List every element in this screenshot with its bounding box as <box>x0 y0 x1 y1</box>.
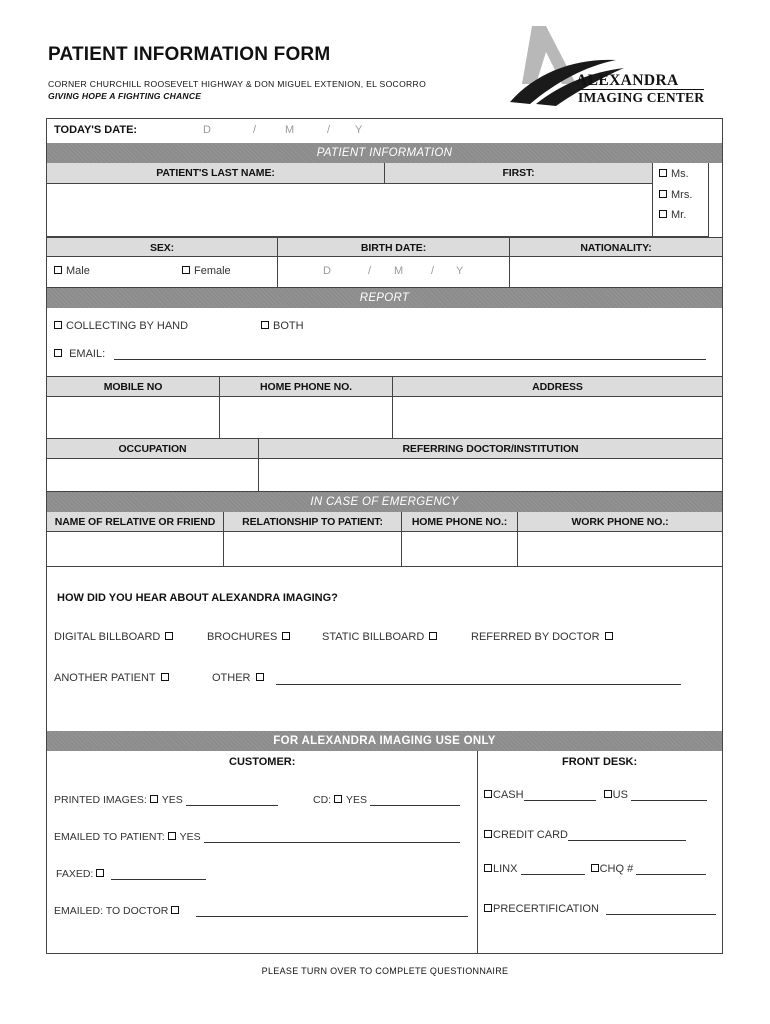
checkbox-icon[interactable] <box>54 349 62 357</box>
date-month-placeholder: M <box>285 124 295 136</box>
checkbox-icon <box>182 266 190 274</box>
digital-billboard-option[interactable]: DIGITAL BILLBOARD <box>54 631 173 643</box>
credit-card-row: CREDIT CARD <box>484 829 686 841</box>
credit-card-checkbox[interactable] <box>484 830 492 838</box>
checkbox-icon <box>161 673 169 681</box>
checkbox-icon <box>605 632 613 640</box>
emailed-doctor-checkbox[interactable] <box>171 906 179 914</box>
emailed-patient-row: EMAILED TO PATIENT: YES <box>54 831 460 843</box>
birth-sep-1: / <box>368 265 372 277</box>
patient-information-band: PATIENT INFORMATION <box>47 143 722 163</box>
title-mrs[interactable]: Mrs. <box>659 189 692 201</box>
referring-header: REFERRING DOCTOR/INSTITUTION <box>259 439 722 459</box>
emergency-work-phone-header: WORK PHONE NO.: <box>518 512 722 532</box>
collecting-by-hand-option[interactable]: COLLECTING BY HAND <box>54 320 188 332</box>
credit-card-input[interactable] <box>568 830 686 841</box>
footer-note: PLEASE TURN OVER TO COMPLETE QUESTIONNAIRE <box>261 966 509 976</box>
sex-header: SEX: <box>47 237 278 257</box>
relationship-field[interactable] <box>224 532 402 567</box>
address-field[interactable] <box>393 397 722 439</box>
front-desk-label: FRONT DESK: <box>562 756 638 768</box>
faxed-input[interactable] <box>111 869 206 880</box>
logo-name: ALEXANDRA <box>576 72 679 89</box>
linx-checkbox[interactable] <box>484 864 492 872</box>
printed-images-row: PRINTED IMAGES: YES <box>54 794 278 806</box>
office-use-band: FOR ALEXANDRA IMAGING USE ONLY <box>47 731 722 751</box>
printed-images-checkbox[interactable] <box>150 795 158 803</box>
precert-input[interactable] <box>606 904 716 915</box>
precert-checkbox[interactable] <box>484 904 492 912</box>
last-name-header: PATIENT'S LAST NAME: <box>47 163 385 184</box>
checkbox-icon <box>54 266 62 274</box>
sex-male-option[interactable]: Male <box>54 265 90 277</box>
static-billboard-option[interactable]: STATIC BILLBOARD <box>322 631 437 643</box>
birth-day-placeholder: D <box>323 265 331 277</box>
title-options <box>653 163 709 237</box>
checkbox-icon <box>261 321 269 329</box>
chq-input[interactable] <box>636 864 706 875</box>
faxed-checkbox[interactable] <box>96 869 104 877</box>
chq-checkbox[interactable] <box>591 864 599 872</box>
sex-female-option[interactable]: Female <box>182 265 231 277</box>
cd-row: CD: YES <box>313 794 460 806</box>
relationship-header: RELATIONSHIP TO PATIENT: <box>224 512 402 532</box>
email-label: EMAIL: <box>69 348 106 360</box>
referring-field[interactable] <box>259 459 722 492</box>
relative-header: NAME OF RELATIVE OR FRIEND <box>47 512 224 532</box>
birth-date-field[interactable] <box>278 257 510 288</box>
date-sep-1: / <box>253 124 257 136</box>
linx-row: LINX CHQ # <box>484 863 706 875</box>
home-phone-field[interactable] <box>220 397 393 439</box>
mobile-field[interactable] <box>47 397 220 439</box>
cash-input[interactable] <box>524 790 596 801</box>
address-header: ADDRESS <box>393 377 722 397</box>
both-option[interactable]: BOTH <box>261 320 304 332</box>
mobile-header: MOBILE NO <box>47 377 220 397</box>
tagline: GIVING HOPE A FIGHTING CHANCE <box>48 91 202 101</box>
checkbox-icon <box>54 321 62 329</box>
report-band: REPORT <box>47 288 722 308</box>
nationality-field[interactable] <box>510 257 722 288</box>
form-title: PATIENT INFORMATION FORM <box>48 44 331 65</box>
home-phone-header: HOME PHONE NO. <box>220 377 393 397</box>
other-input[interactable] <box>276 674 681 685</box>
checkbox-icon <box>659 210 667 218</box>
logo-subtitle: IMAGING CENTER <box>578 90 705 105</box>
birth-date-header: BIRTH DATE: <box>278 237 510 257</box>
center-address: CORNER CHURCHILL ROOSEVELT HIGHWAY & DON MIGUEL EXTENION, EL SOCORRO <box>48 79 427 89</box>
sex-field <box>47 257 278 288</box>
other-option[interactable]: OTHER <box>212 672 264 684</box>
todays-date-label: TODAY'S DATE: <box>54 124 138 136</box>
us-checkbox[interactable] <box>604 790 612 798</box>
emergency-home-phone-header: HOME PHONE NO.: <box>402 512 518 532</box>
todays-date-field[interactable] <box>197 122 437 140</box>
checkbox-icon <box>659 190 667 198</box>
emergency-band: IN CASE OF EMERGENCY <box>47 492 722 512</box>
cash-row: CASH US <box>484 789 707 801</box>
patient-form <box>46 118 723 954</box>
title-ms[interactable]: Ms. <box>659 168 689 180</box>
emailed-doctor-row: EMAILED: TO DOCTOR <box>54 905 468 917</box>
patient-name-field[interactable] <box>47 184 653 237</box>
precert-row: PRECERTIFICATION <box>484 903 716 915</box>
hear-about-question: HOW DID YOU HEAR ABOUT ALEXANDRA IMAGING? <box>57 592 338 604</box>
alexandra-logo <box>506 22 706 112</box>
date-year-placeholder: Y <box>355 124 363 136</box>
linx-input[interactable] <box>521 864 585 875</box>
date-day-placeholder: D <box>203 124 211 136</box>
checkbox-icon <box>282 632 290 640</box>
emergency-home-phone-field[interactable] <box>402 532 518 567</box>
faxed-row: FAXED: <box>56 868 206 880</box>
brochures-option[interactable]: BROCHURES <box>207 631 290 643</box>
emailed-patient-input[interactable] <box>204 832 460 843</box>
nationality-header: NATIONALITY: <box>510 237 722 257</box>
date-sep-2: / <box>327 124 331 136</box>
relative-field[interactable] <box>47 532 224 567</box>
occupation-header: OCCUPATION <box>47 439 259 459</box>
checkbox-icon <box>659 169 667 177</box>
printed-images-input[interactable] <box>186 795 278 806</box>
emergency-work-phone-field[interactable] <box>518 532 722 567</box>
first-name-header: FIRST: <box>385 163 653 184</box>
cd-checkbox[interactable] <box>334 795 342 803</box>
us-input[interactable] <box>631 790 707 801</box>
another-patient-option[interactable]: ANOTHER PATIENT <box>54 672 169 684</box>
occupation-field[interactable] <box>47 459 259 492</box>
checkbox-icon <box>165 632 173 640</box>
email-input[interactable] <box>114 349 706 360</box>
birth-year-placeholder: Y <box>456 265 464 277</box>
birth-sep-2: / <box>431 265 435 277</box>
customer-label: CUSTOMER: <box>229 756 296 768</box>
email-option <box>54 348 105 360</box>
referred-by-doctor-option[interactable]: REFERRED BY DOCTOR <box>471 631 613 643</box>
cash-checkbox[interactable] <box>484 790 492 798</box>
cd-input[interactable] <box>370 795 460 806</box>
checkbox-icon <box>429 632 437 640</box>
emailed-doctor-input[interactable] <box>196 906 468 917</box>
birth-month-placeholder: M <box>394 265 404 277</box>
checkbox-icon <box>256 673 264 681</box>
emailed-patient-checkbox[interactable] <box>168 832 176 840</box>
title-mr[interactable]: Mr. <box>659 209 686 221</box>
